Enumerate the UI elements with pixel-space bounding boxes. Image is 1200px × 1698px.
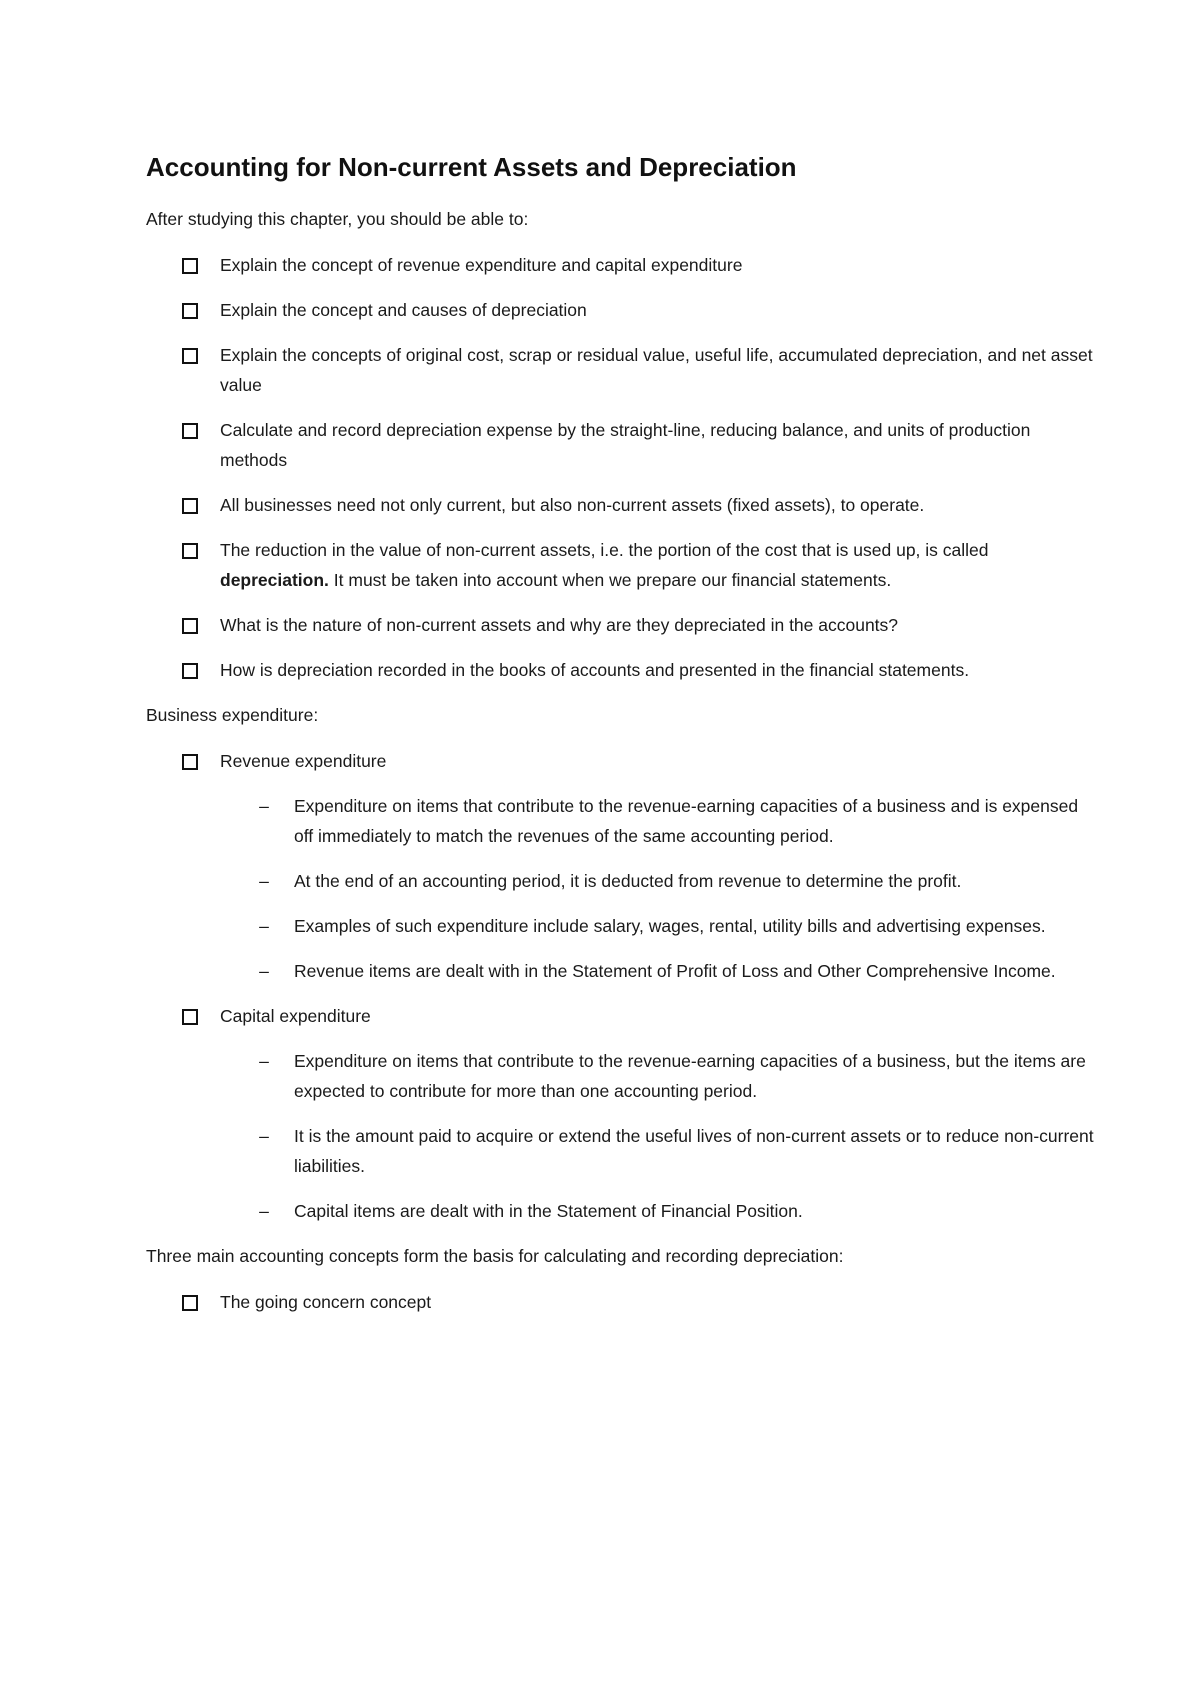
list-item: How is depreciation recorded in the books of accounts and presented in the financial statements. [146,655,1096,685]
list-item: – Expenditure on items that contribute to the revenue-earning capacities of a business, but the items are expected to contribute for more than one accounting period. [220,1046,1096,1106]
dash-bullet-icon: – [259,871,269,891]
checkbox-bullet-icon [182,543,198,559]
checkbox-bullet-icon [182,754,198,770]
list-item: Explain the concepts of original cost, scrap or residual value, useful life, accumulated depreciation, and net asset value [146,340,1096,400]
list-item: – Revenue items are dealt with in the Statement of Profit of Loss and Other Comprehensive Income. [220,956,1096,986]
list-item: The going concern concept [146,1287,1096,1317]
dash-bullet-icon: – [259,961,269,981]
page-title: Accounting for Non-current Assets and Depreciation [146,152,797,182]
bold-term: depreciation. [220,570,329,590]
list-item: – Examples of such expenditure include salary, wages, rental, utility bills and advertising expenses. [220,911,1096,941]
list-item: Explain the concept and causes of depreciation [146,295,1096,325]
checkbox-bullet-icon [182,1009,198,1025]
expenditure-types-list [146,746,1096,1226]
dash-bullet-icon: – [259,1201,269,1221]
capital-points-list [220,1046,1096,1226]
list-item: All businesses need not only current, but also non-current assets (fixed assets), to operate. [146,490,1096,520]
list-item: Calculate and record depreciation expense by the straight-line, reducing balance, and units of production methods [146,415,1096,475]
section-heading-concepts: Three main accounting concepts form the basis for calculating and recording depreciation: [146,1246,844,1266]
dash-bullet-icon: – [259,916,269,936]
checkbox-bullet-icon [182,498,198,514]
concepts-list [146,1287,1096,1317]
checkbox-bullet-icon [182,303,198,319]
list-item-capital-expenditure: Capital expenditure – Expenditure on items that contribute to the revenue-earning capacities of a business, but the items are expected to contribute for more than one accounting period. – It is the amount paid to acquire or extend the useful lives of non-current assets or to reduce non-current liabilities. – Capital items are dealt with in the Statement of Financial Position. [146,1001,1096,1226]
list-item: – Capital items are dealt with in the Statement of Financial Position. [220,1196,1096,1226]
intro-text: After studying this chapter, you should be able to: [146,209,529,229]
list-item-revenue-expenditure: Revenue expenditure – Expenditure on items that contribute to the revenue-earning capacities of a business and is expensed off immediately to match the revenues of the same accounting period. – At the end of an accounting period, it is deducted from revenue to determine the profit. – Examples of such expenditure include salary, wages, rental, utility bills and advertising expenses. – Revenue items are dealt with in the Statement of Profit of Loss and Other Comprehensive Income. [146,746,1096,986]
list-item: – It is the amount paid to acquire or extend the useful lives of non-current assets or to reduce non-current liabilities. [220,1121,1096,1181]
checkbox-bullet-icon [182,423,198,439]
checkbox-bullet-icon [182,618,198,634]
list-item: What is the nature of non-current assets and why are they depreciated in the accounts? [146,610,1096,640]
section-heading-business-expenditure: Business expenditure: [146,705,319,725]
document-content [146,150,1096,1332]
revenue-points-list [220,791,1096,986]
checkbox-bullet-icon [182,1295,198,1311]
list-item: – Expenditure on items that contribute to the revenue-earning capacities of a business and is expensed off immediately to match the revenues of the same accounting period. [220,791,1096,851]
objectives-list [146,250,1096,685]
list-item: Explain the concept of revenue expenditure and capital expenditure [146,250,1096,280]
dash-bullet-icon: – [259,1051,269,1071]
checkbox-bullet-icon [182,258,198,274]
checkbox-bullet-icon [182,348,198,364]
dash-bullet-icon: – [259,1126,269,1146]
checkbox-bullet-icon [182,663,198,679]
list-item: – At the end of an accounting period, it is deducted from revenue to determine the profit. [220,866,1096,896]
list-item: The reduction in the value of non-current assets, i.e. the portion of the cost that is used up, is called depreciation. It must be taken into account when we prepare our financial statements. [146,535,1096,595]
dash-bullet-icon: – [259,796,269,816]
